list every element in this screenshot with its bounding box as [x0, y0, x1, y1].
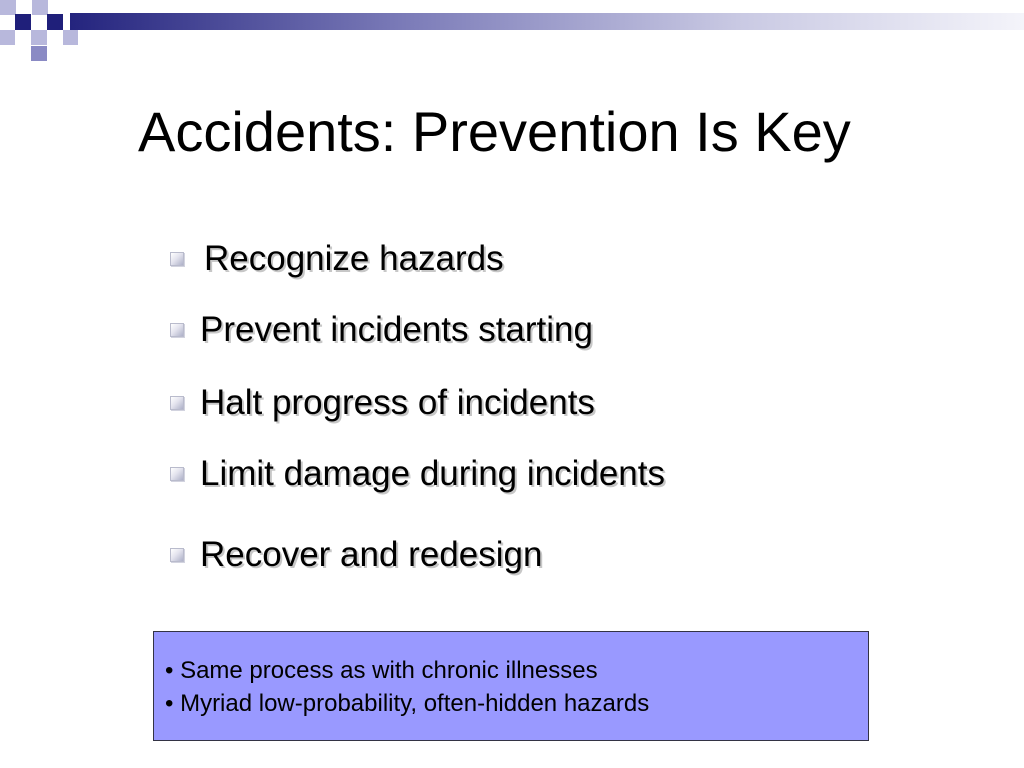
bullet-item: [170, 308, 593, 352]
square-bullet-icon: [170, 467, 184, 481]
bullet-item: [170, 381, 595, 425]
square-bullet-icon: [170, 396, 184, 410]
square-bullet-icon: [170, 252, 184, 266]
note-box: [153, 631, 869, 741]
bullet-item: [170, 533, 542, 577]
bullet-text: Prevent incidents starting: [200, 310, 593, 349]
note-line: • Myriad low-probability, often-hidden hazards: [165, 690, 650, 717]
note-line: • Same process as with chronic illnesses: [165, 657, 598, 684]
bullet-text: Halt progress of incidents: [200, 383, 595, 422]
bullet-item: [170, 452, 665, 496]
square-bullet-icon: [170, 323, 184, 337]
bullet-text: Recover and redesign: [200, 535, 543, 574]
bullet-item: [170, 237, 504, 281]
slide-title: Accidents: Prevention Is Key: [138, 100, 851, 163]
bullet-text: Recognize hazards: [204, 239, 504, 278]
bullet-text: Limit damage during incidents: [200, 454, 665, 493]
square-bullet-icon: [170, 548, 184, 562]
